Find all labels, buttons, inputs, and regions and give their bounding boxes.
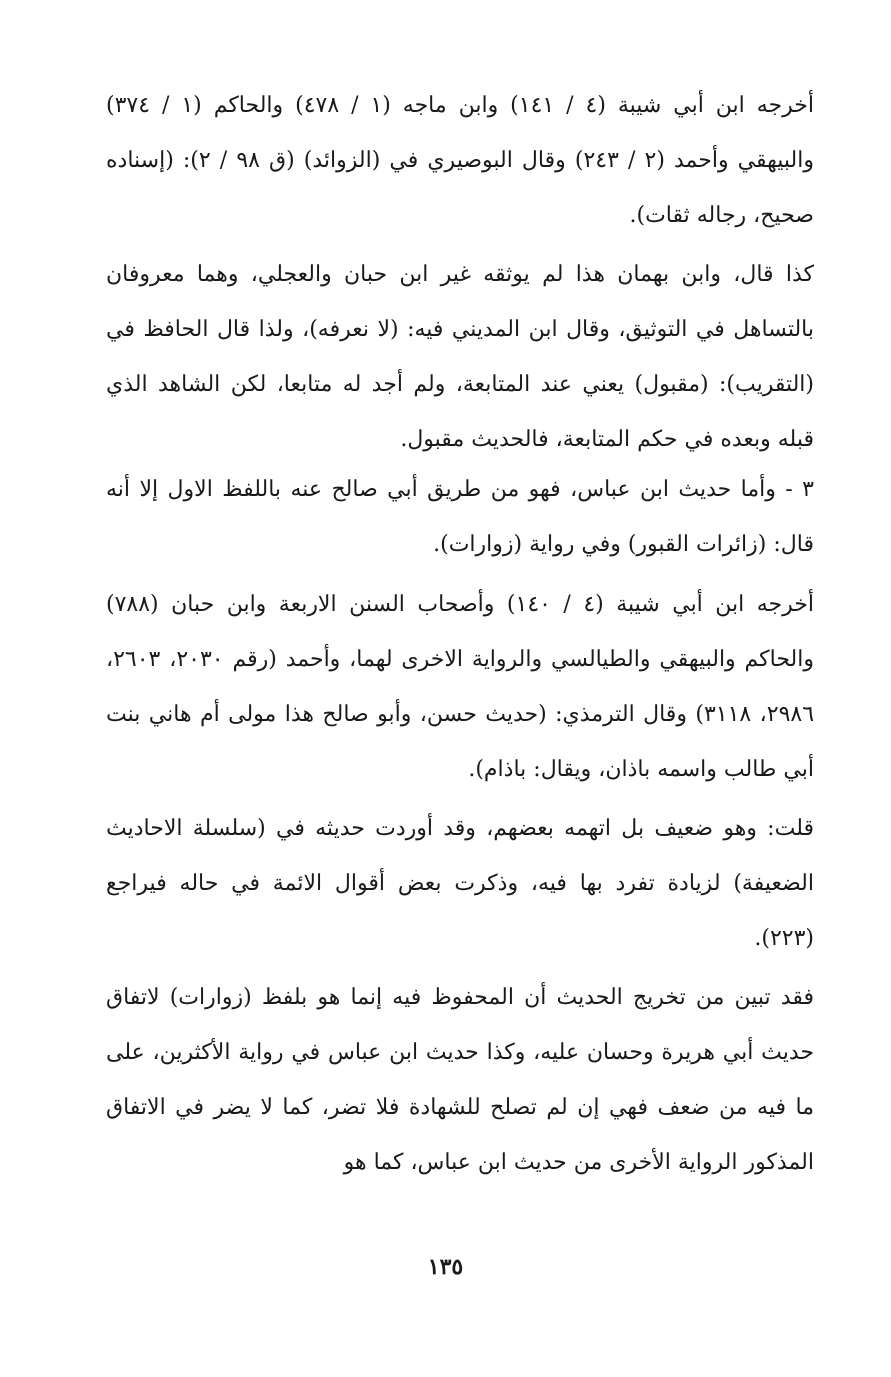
paragraph-takhrij-ibn-abi-shaybah: أخرجه ابن أبي شيبة (٤ / ١٤١) وابن ماجه (١ / ٤٧٨) والحاكم (١ / ٣٧٤) والبيهقي وأحمد (٢ / ٢٤٣) وقال البوصيري في (الزوائد) (ق ٩٨ / ٢): (إسناده صحيح، رجاله ثقات). [106, 93, 814, 228]
paragraph-conclusion: فقد تبين من تخريج الحديث أن المحفوظ فيه إنما هو بلفظ (زوارات) لاتفاق حديث أبي هريرة وحسان عليه، وكذا حديث ابن عباس في رواية الأكثرين، على ما فيه من ضعف فهي إن لم تصلح للشهادة فلا تضر، كما لا يضر في الاتفاق المذكور الرواية الأخرى من حديث ابن عباس، كما هو [106, 985, 814, 1175]
page-number: ١٣٥ [427, 1254, 464, 1280]
paragraph-takhrij-sunan: أخرجه ابن أبي شيبة (٤ / ١٤٠) وأصحاب السنن الاربعة وابن حبان (٧٨٨) والحاكم والبيهقي والطيالسي والرواية الاخرى لهما، وأحمد (رقم ٢٠٣٠، ٢٦٠٣، ٢٩٨٦، ٣١١٨) وقال الترمذي: (حديث حسن، وأبو صالح هذا مولى أم هاني بنت أبي طالب واسمه باذان، ويقال: باذام). [106, 592, 815, 782]
paragraph-ibn-bahman-commentary: كذا قال، وابن بهمان هذا لم يوثقه غير ابن حبان والعجلي، وهما معروفان بالتساهل في التوثيق، وقال ابن المديني فيه: (لا نعرفه)، ولذا قال الحافظ في (التقريب): (مقبول) يعني عند المتابعة، ولم أجد له متابعا، لكن الشاهد الذي قبله وبعده في حكم المتابعة، فالحديث مقبول. [106, 262, 814, 452]
paragraph-ibn-abbas-hadith: ٣ - وأما حديث ابن عباس، فهو من طريق أبي صالح عنه باللفظ الاول إلا أنه قال: (زائرات القبور) وفي رواية (زوارات). [106, 477, 814, 557]
paragraph-author-note: قلت: وهو ضعيف بل اتهمه بعضهم، وقد أوردت حديثه في (سلسلة الاحاديث الضعيفة) لزيادة تفرد بها فيه، وذكرت بعض أقوال الائمة في حاله فيراجع (٢٢٣). [106, 816, 814, 951]
